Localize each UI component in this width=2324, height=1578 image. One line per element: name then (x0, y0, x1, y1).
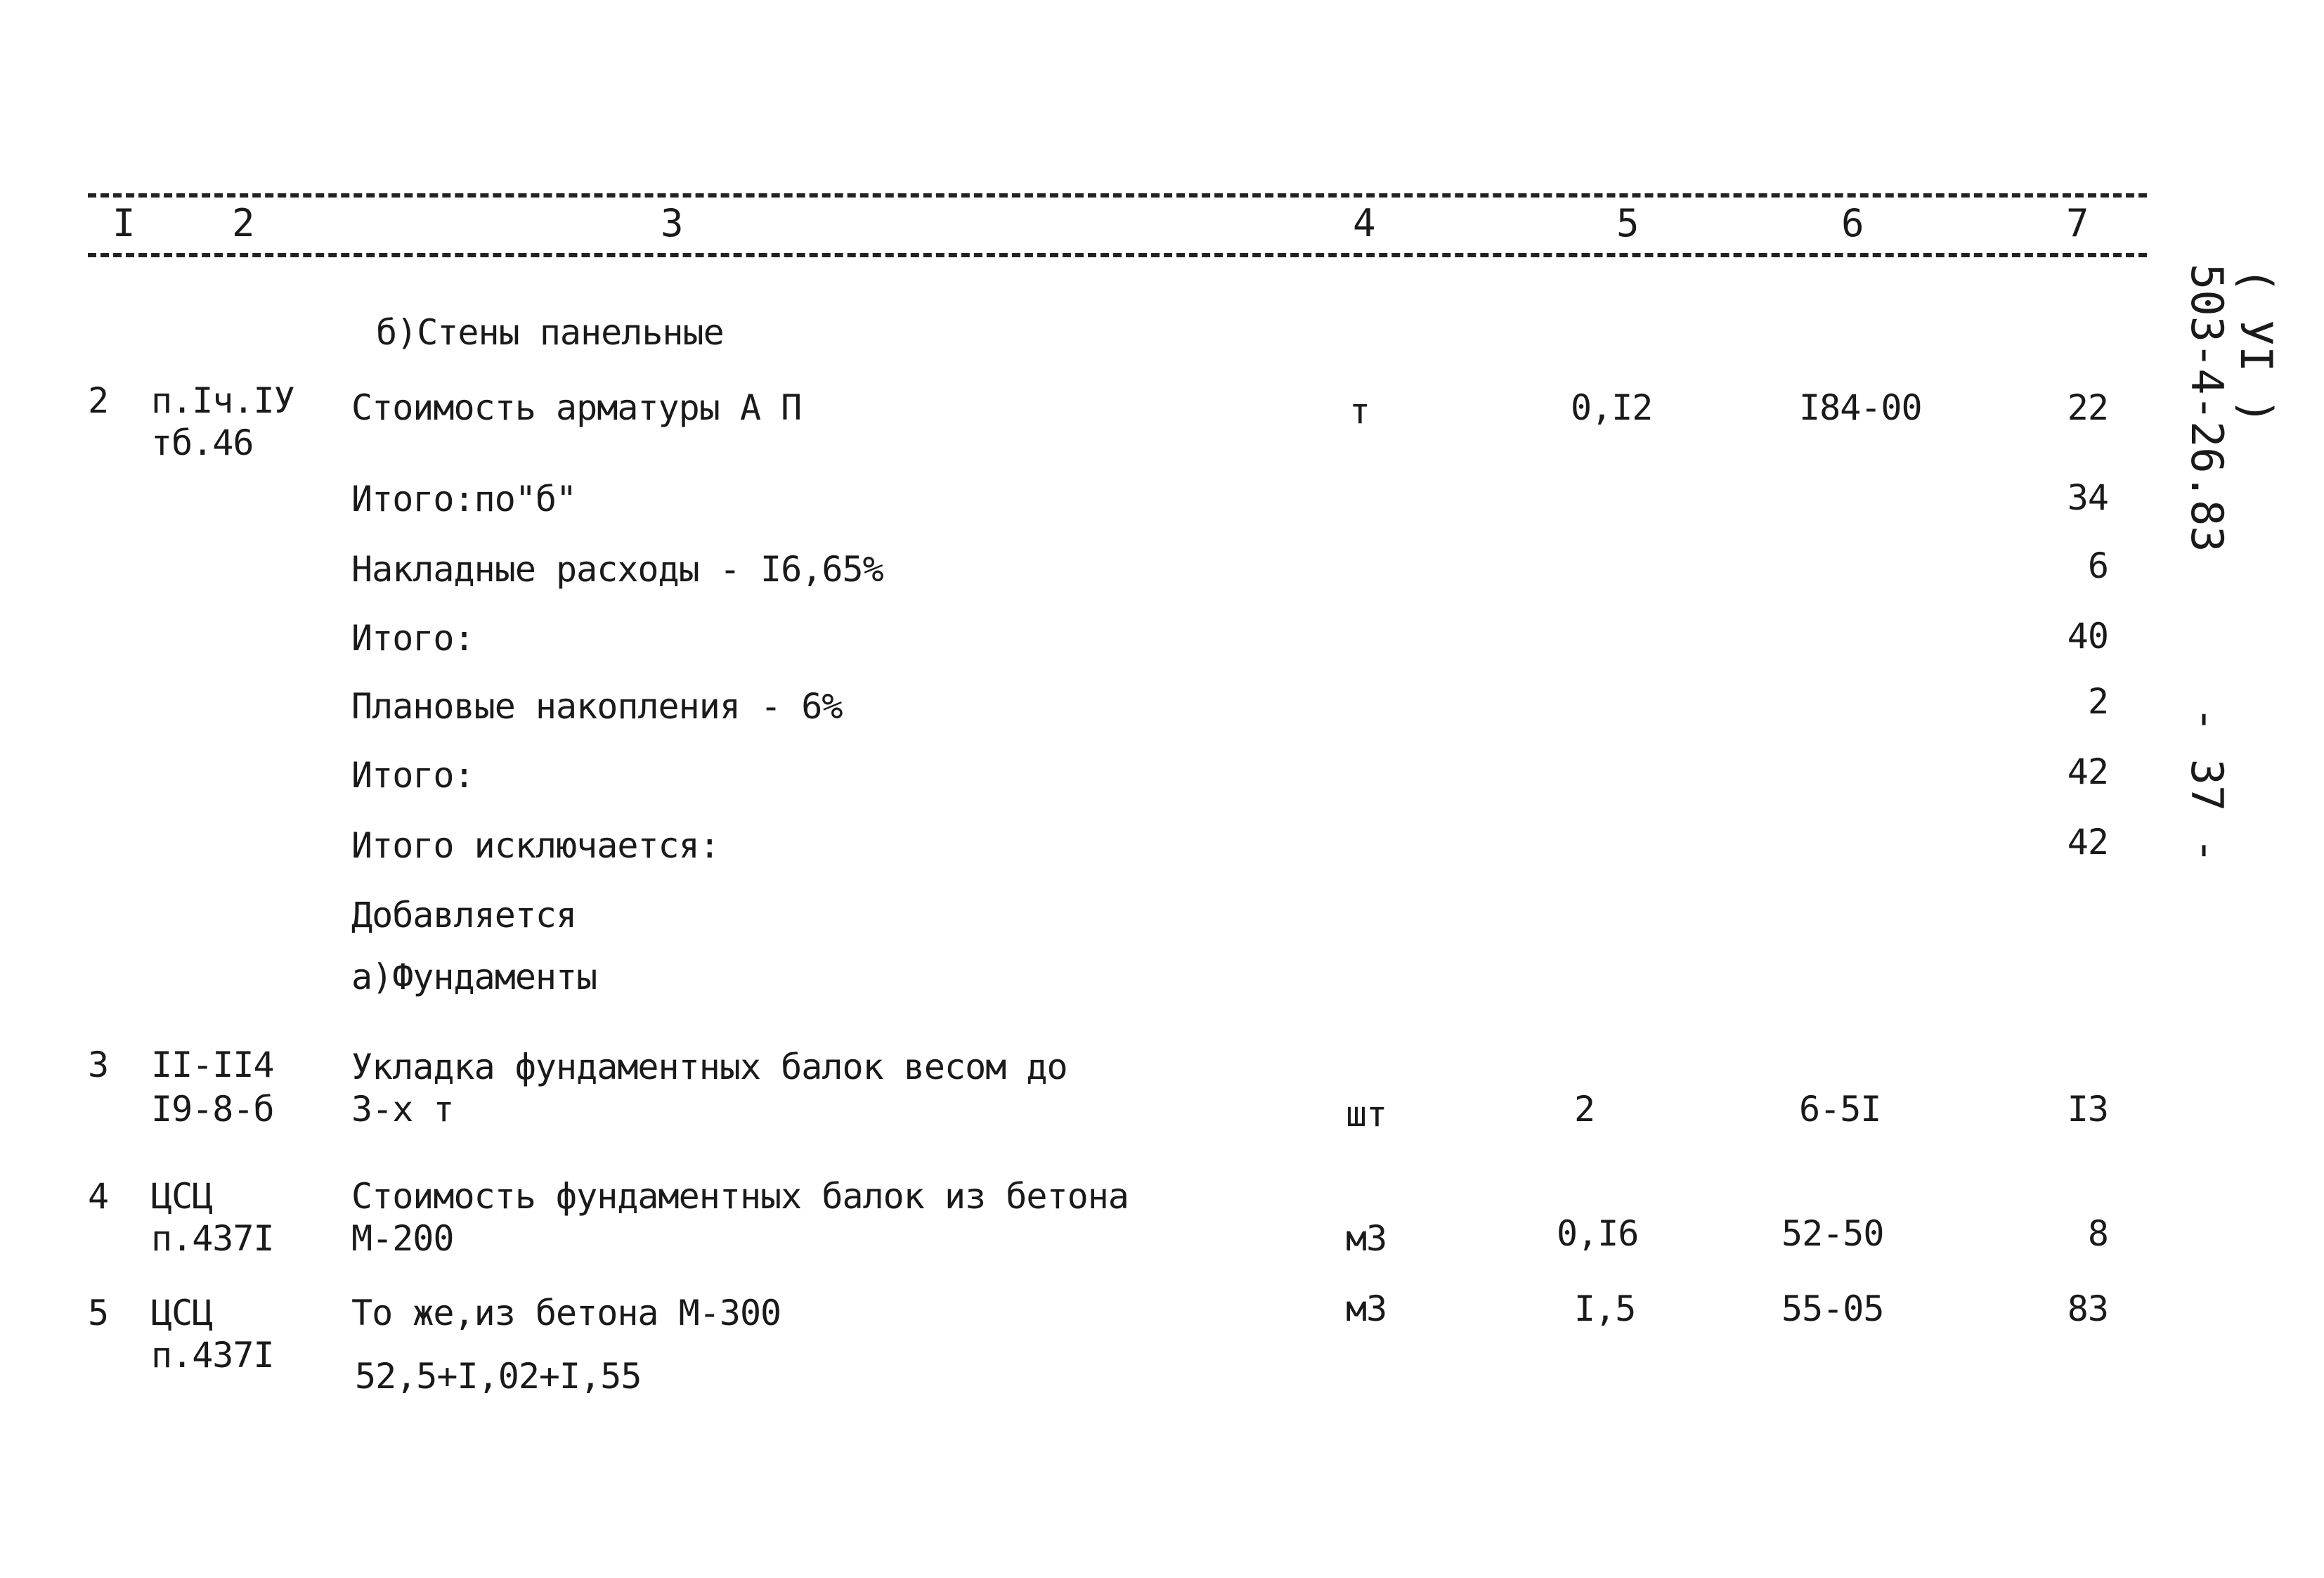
row-quantity: I,5 (1574, 1288, 1636, 1329)
summary-total: 6 (2087, 545, 2108, 586)
row-total: 22 (2067, 387, 2108, 428)
header-top-rule (88, 193, 2147, 198)
row-unit: т (1349, 391, 1370, 432)
row-unit: шт (1346, 1094, 1387, 1134)
row-description-line1: То же,из бетона М-300 (351, 1293, 781, 1333)
summary-label: Плановые накопления - 6% (351, 686, 843, 727)
row-unit-price: 55-05 (1781, 1288, 1884, 1329)
row-reference-line2: тб.46 (151, 422, 254, 463)
row-reference-line2: п.437I (151, 1335, 274, 1376)
col-header-1: I (112, 201, 135, 245)
summary-total: 40 (2067, 616, 2108, 657)
row-reference-line2: I9-8-б (151, 1089, 274, 1130)
row-quantity: 0,I6 (1557, 1213, 1639, 1254)
section-walls-title: б)Стены панельные (376, 312, 724, 353)
summary-label: Итого исключается: (351, 825, 720, 866)
summary-label: Итого: (351, 755, 474, 796)
row-number: 5 (88, 1293, 109, 1333)
row-total: 83 (2067, 1288, 2108, 1329)
summary-total: 34 (2067, 477, 2108, 518)
row-number: 3 (88, 1045, 109, 1085)
summary-label: Итого: (351, 618, 474, 659)
summary-label: Итого:по"б" (351, 479, 577, 519)
row-description: Стоимость арматуры А П (351, 387, 802, 428)
row-number: 4 (88, 1176, 109, 1217)
summary-label: Накладные расходы - I6,65% (351, 549, 883, 590)
row-reference-line1: п.Iч.IУ (151, 380, 294, 421)
section-added-label: Добавляется (351, 895, 577, 936)
col-header-4: 4 (1353, 201, 1375, 245)
col-header-3: 3 (661, 201, 683, 245)
row-quantity: 2 (1574, 1089, 1595, 1130)
row-unit: м3 (1346, 1288, 1387, 1329)
row-total: I3 (2067, 1089, 2108, 1130)
header-bottom-rule (88, 253, 2147, 257)
row-description-line2: 3-х т (351, 1089, 454, 1130)
row-quantity: 0,I2 (1571, 387, 1653, 428)
section-foundations-title: а)Фундаменты (351, 957, 597, 997)
row-unit-price: I84-00 (1799, 387, 1922, 428)
row-number: 2 (88, 380, 109, 421)
row-unit: м3 (1346, 1218, 1387, 1259)
row-reference-line1: II-II4 (151, 1045, 274, 1085)
col-header-6: 6 (1841, 201, 1864, 245)
col-header-2: 2 (232, 201, 254, 245)
row-description-line1: Укладка фундаментных балок весом до (351, 1047, 1067, 1087)
col-header-7: 7 (2066, 201, 2089, 245)
row-description-line2: 52,5+I,02+I,55 (355, 1356, 642, 1397)
document-code-suffix: ( УI ) (2231, 267, 2282, 425)
row-total: 8 (2087, 1213, 2108, 1254)
row-unit-price: 52-50 (1781, 1213, 1884, 1254)
summary-total: 42 (2067, 751, 2108, 792)
row-description-line2: М-200 (351, 1218, 454, 1259)
summary-total: 42 (2067, 822, 2108, 862)
row-reference-line1: ЦСЦ (151, 1176, 213, 1217)
page-number: - 37 - (2181, 706, 2233, 864)
col-header-5: 5 (1616, 201, 1639, 245)
row-reference-line2: п.437I (151, 1218, 274, 1259)
row-unit-price: 6-5I (1799, 1089, 1881, 1130)
summary-total: 2 (2087, 681, 2108, 722)
row-description-line1: Стоимость фундаментных балок из бетона (351, 1176, 1129, 1217)
document-code: 503-4-26.83 (2181, 264, 2233, 552)
row-reference-line1: ЦСЦ (151, 1293, 213, 1333)
